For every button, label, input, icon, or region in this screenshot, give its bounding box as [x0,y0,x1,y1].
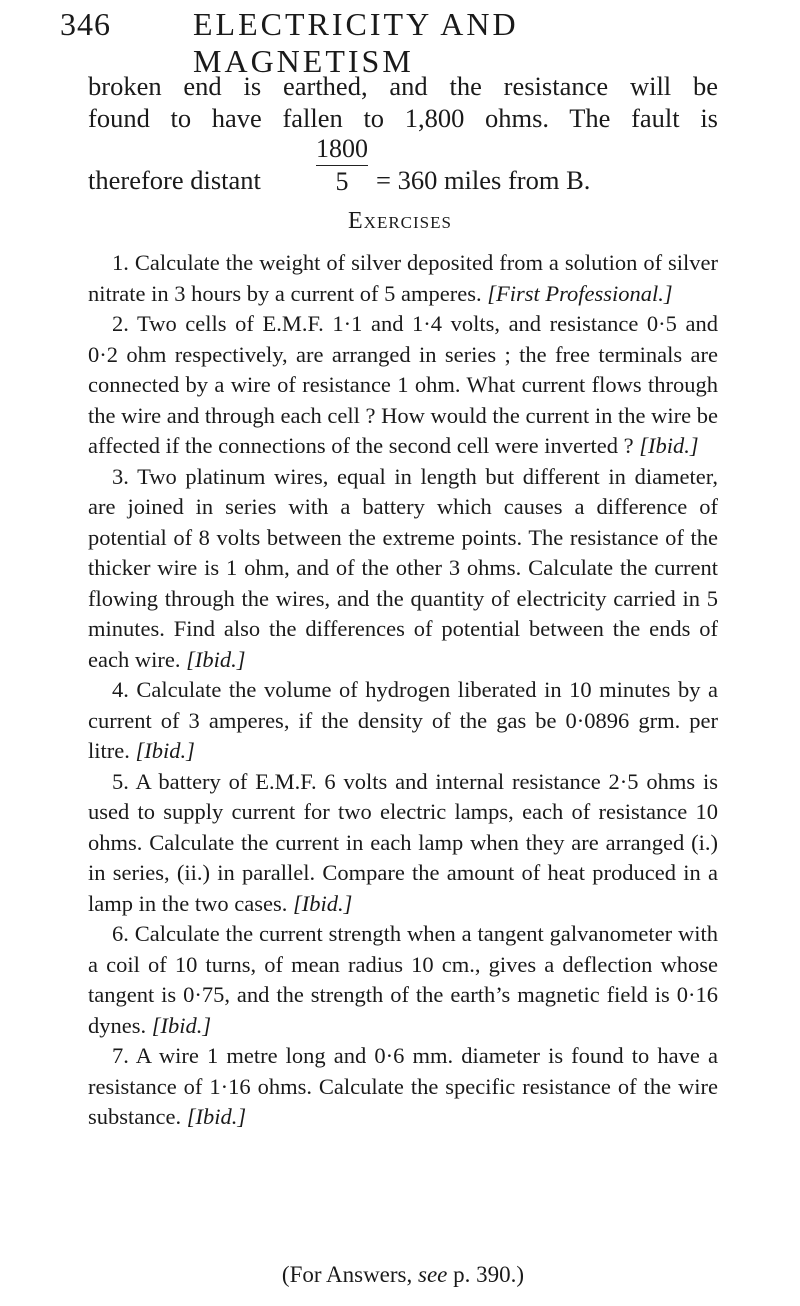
answers-note-prefix: (For Answers, [281,1262,413,1287]
fraction-denominator: 5 [335,167,349,196]
exercise-source: [Ibid.] [135,738,195,763]
formula-prefix: therefore distant [88,165,261,195]
exercise-item [88,919,718,1041]
exercise-list [88,248,718,1133]
exercise-text: 7. A wire 1 metre long and 0·6 mm. diameter is found to have a resistance of 1·16 ohms. Calculate the specific resistance of the wire substance. [88,1043,718,1129]
exercise-source: [Ibid.] [186,646,246,672]
exercise-text: 3. Two platinum wires, equal in length but different in diameter, are joined in series with a battery which causes a difference of potential of 8 volts between the extreme points. The resistance of the thicker wire is 1 ohm, and of the other 3 ohms. Calculate the current flowing through the wires, and the quantity of electricity carried in 5 minutes. Find also the differences of potential between the ends of each wire. [88,463,718,672]
exercise-item [88,248,718,309]
formula-result: = 360 miles from B. [376,165,591,195]
answers-note-see: see [418,1262,448,1287]
exercise-source: [Ibid.] [639,433,699,458]
fraction-bar [316,165,368,166]
exercise-item [88,462,718,676]
exercise-text: 5. A battery of E.M.F. 6 volts and internal resistance 2·5 ohms is used to supply current for two electric lamps, each of resistance 10 ohms. Calculate the current in each lamp when they are arranged (i.) in series, (ii.) in parallel. Compare the amount of heat produced in a lamp in the two cases. [88,768,718,916]
exercises-heading: Exercises [348,208,452,234]
answers-note [88,1262,718,1288]
exercise-item [88,675,718,767]
exercise-text: 4. Calculate the volume of hydrogen liberated in 10 minutes by a current of 3 amperes, if the density of the gas be 0·0896 grm. per litre. [88,677,718,763]
exercise-text: 1. Calculate the weight of silver deposited from a solution of silver nitrate in 3 hours by a current of 5 amperes. [88,250,718,306]
exercise-text: 6. Calculate the current strength when a tangent galvanometer with a coil of 10 turns, of mean radius 10 cm., gives a deflection whose tangent is 0·75, and the strength of the earth’s magnetic field is 0·16 dynes. [88,921,718,1038]
exercise-source: [Ibid.] [292,890,353,916]
exercise-text: 2. Two cells of E.M.F. 1·1 and 1·4 volts, and resistance 0·5 and 0·2 ohm respectively, are arranged in series ; the free terminals are connected by a wire of resistance 1 ohm. What current flows through the wire and through each cell ? How would the current in the wire be affected if the connections of the second cell were inverted ? [88,311,718,458]
lead-line: broken end is earthed, and the resistance will be [88,71,718,101]
exercise-item [88,767,718,920]
page-header [60,6,700,79]
formula-line [88,136,718,202]
lead-paragraph [88,70,718,202]
page-number: 346 [60,6,111,42]
answers-note-page: p. 390.) [453,1262,525,1287]
exercise-item [88,1041,718,1133]
exercise-source: [Ibid.] [186,1104,247,1129]
fraction [316,136,368,195]
fraction-numerator: 1800 [316,134,368,163]
running-head: ELECTRICITY AND MAGNETISM [193,6,519,79]
lead-line: found to have fallen to 1,800 ohms. The fault is [88,103,718,133]
exercise-source: [First Professional.] [487,280,673,306]
exercise-item [88,309,718,462]
exercise-source: [Ibid.] [151,1012,212,1038]
